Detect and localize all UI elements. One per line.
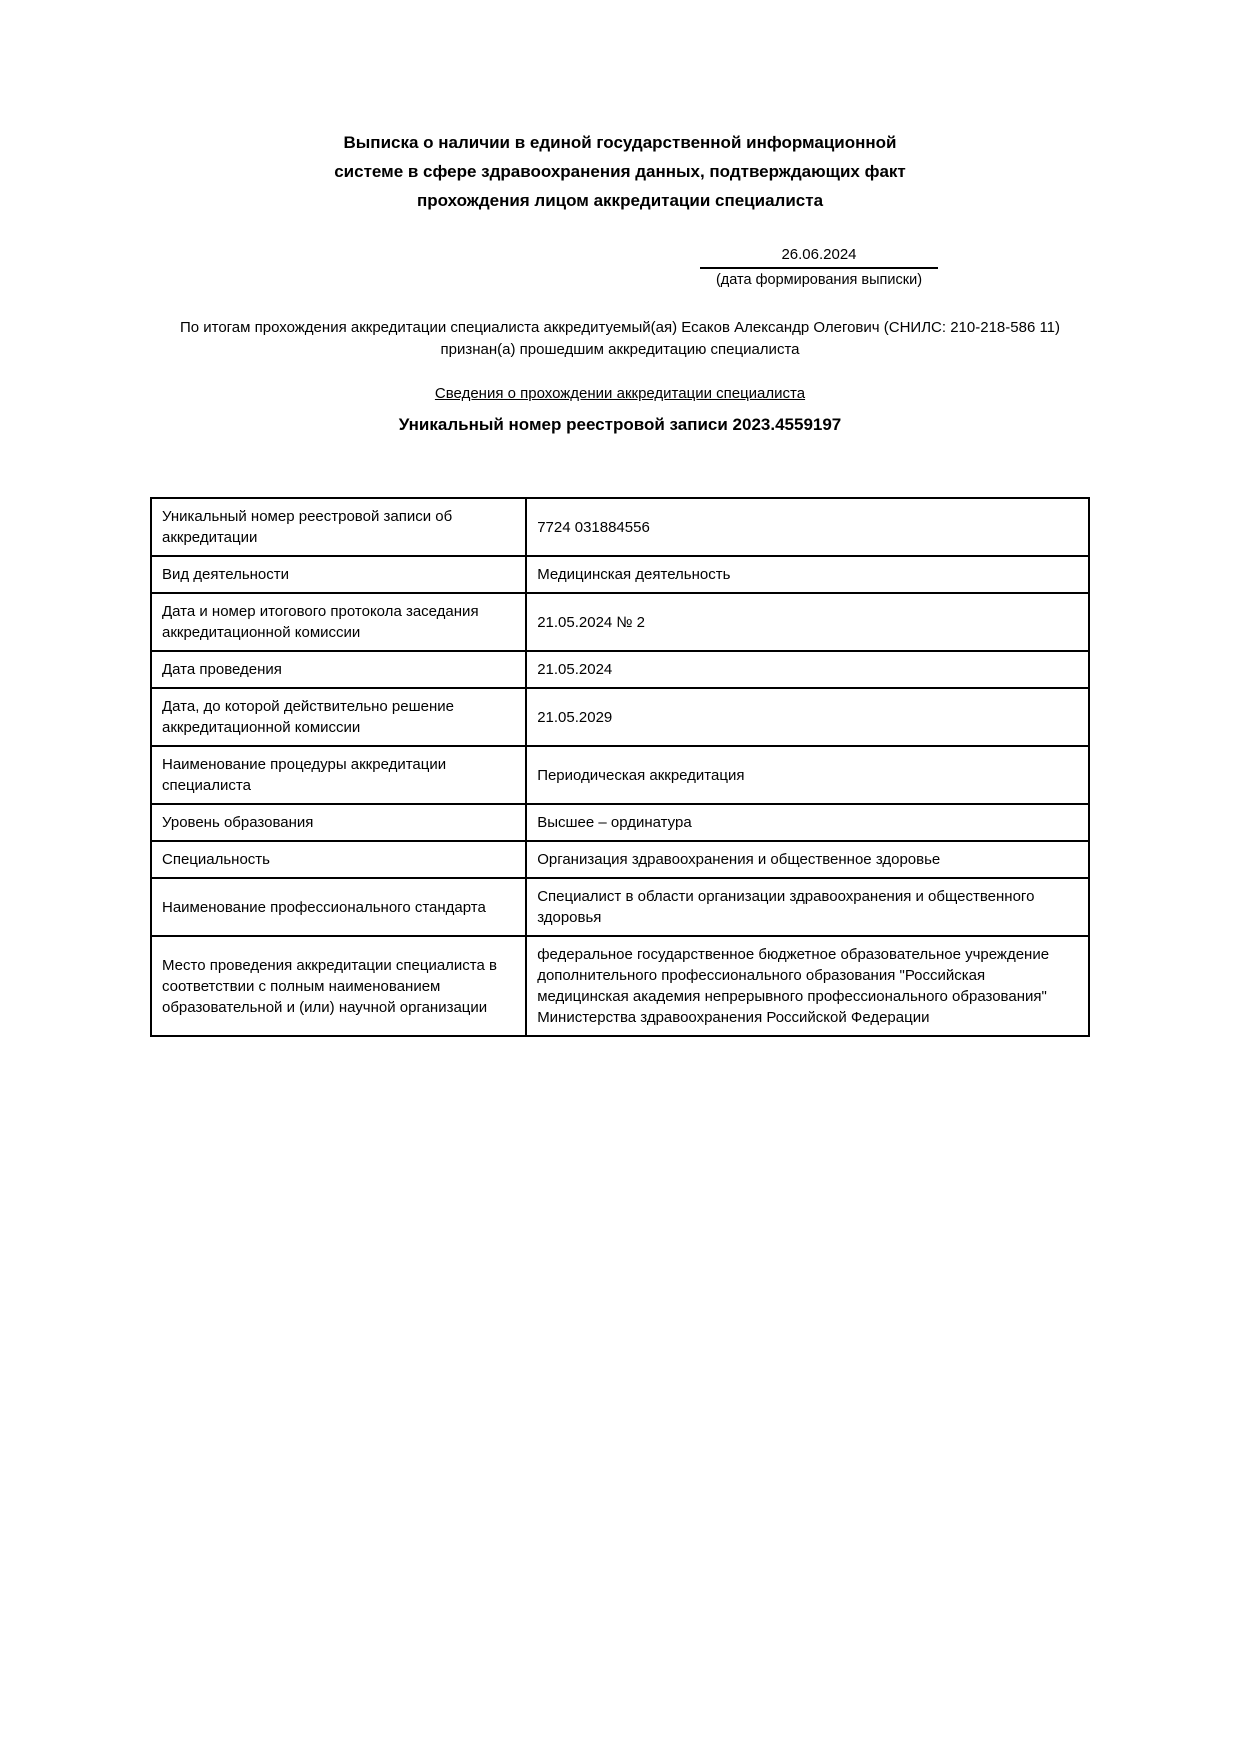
field-value: Специалист в области организации здравоохранения и общественного здоровья (526, 878, 1089, 936)
field-value: Периодическая аккредитация (526, 746, 1089, 804)
extract-date-block (700, 246, 938, 288)
section-heading-text: Сведения о прохождении аккредитации специалиста (434, 385, 806, 402)
field-label: Наименование профессионального стандарта (151, 878, 526, 936)
field-value: Высшее – ординатура (526, 804, 1089, 841)
table-row (151, 804, 1089, 841)
table-row (151, 878, 1089, 936)
table-row (151, 651, 1089, 688)
extract-date: 26.06.2024 (700, 246, 938, 269)
field-label: Дата, до которой действительно решение аккредитационной комиссии (151, 688, 526, 746)
field-label: Дата и номер итогового протокола заседания аккредитационной комиссии (151, 593, 526, 651)
field-label: Уникальный номер реестровой записи об аккредитации (151, 498, 526, 556)
table-row (151, 498, 1089, 556)
table-row (151, 841, 1089, 878)
accreditation-table (150, 497, 1090, 1037)
field-label: Специальность (151, 841, 526, 878)
field-label: Место проведения аккредитации специалиста в соответствии с полным наименованием образовательной и (или) научной организации (151, 936, 526, 1036)
registry-number-heading: Уникальный номер реестровой записи 2023.4559197 (398, 415, 842, 434)
document-title-line: системе в сфере здравоохранения данных, подтверждающих факт (334, 162, 906, 181)
field-value: федеральное государственное бюджетное образовательное учреждение дополнительного профессионального образования "Российская медицинская академия непрерывного профессионального образования" Министерства здравоохранения Российской Федерации (526, 936, 1089, 1036)
table-row (151, 593, 1089, 651)
field-value: 21.05.2029 (526, 688, 1089, 746)
document-title-line: прохождения лицом аккредитации специалиста (416, 191, 824, 210)
date-caption: (дата формирования выписки) (715, 272, 923, 288)
section-heading (150, 385, 1090, 402)
field-value: Медицинская деятельность (526, 556, 1089, 593)
table-row (151, 688, 1089, 746)
intro-paragraph: По итогам прохождения аккредитации специалиста аккредитуемый(ая) Есаков Александр Олегович (СНИЛС: 210-218-586 11) признан(а) прошедшим аккредитацию специалиста (179, 319, 1061, 358)
field-value: 7724 031884556 (526, 498, 1089, 556)
field-value: 21.05.2024 № 2 (526, 593, 1089, 651)
field-label: Уровень образования (151, 804, 526, 841)
table-row (151, 746, 1089, 804)
field-value: 21.05.2024 (526, 651, 1089, 688)
document-title (150, 128, 1090, 215)
table-row (151, 936, 1089, 1036)
field-label: Наименование процедуры аккредитации специалиста (151, 746, 526, 804)
field-label: Дата проведения (151, 651, 526, 688)
field-value: Организация здравоохранения и общественное здоровье (526, 841, 1089, 878)
field-label: Вид деятельности (151, 556, 526, 593)
table-row (151, 556, 1089, 593)
document-title-line: Выписка о наличии в единой государственной информационной (343, 133, 897, 152)
